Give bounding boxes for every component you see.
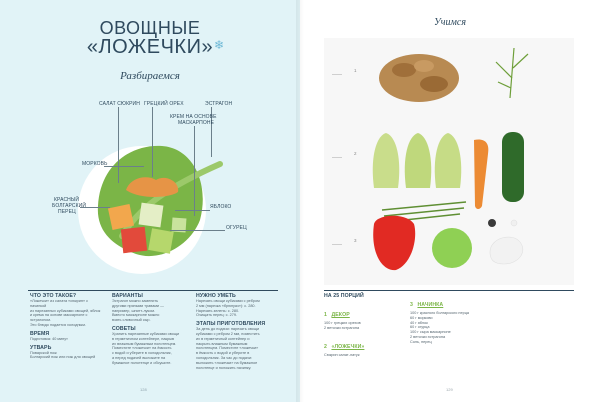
decor-heading: ДЕКОР — [331, 312, 350, 318]
dish-illustration — [70, 86, 250, 282]
label-apple: ЯБЛОКО — [210, 204, 232, 210]
steps-heading: ЭТАПЫ ПРИГОТОВЛЕНИЯ — [196, 321, 266, 328]
time-heading: ВРЕМЯ — [30, 330, 50, 337]
page-number-left: 128 — [140, 387, 147, 392]
right-page-title: Учимся — [434, 17, 466, 28]
section-subtitle: Разбираемся — [120, 70, 180, 82]
red-pepper — [373, 216, 415, 270]
servings-column — [324, 293, 404, 357]
skills-heading: НУЖНО УМЕТЬ — [196, 293, 236, 299]
walnuts — [379, 54, 459, 102]
recipe-title-line-2: «ЛОЖЕЧКИ» — [86, 36, 214, 58]
what-is-it-heading: ЧТО ЭТО ТАКОЕ? — [30, 293, 77, 299]
mascarpone-cube — [139, 203, 164, 228]
apple — [432, 228, 472, 268]
filling-column — [410, 293, 510, 345]
label-cream-1: КРЕМ НА ОСНОВЕ — [170, 114, 217, 120]
label-pepper-3: ПЕРЕЦ — [58, 209, 76, 215]
cucumber — [502, 132, 524, 202]
info-column-2 — [112, 293, 188, 366]
what-is-it-text: «Ложечки» из салата «сюкрин» с начинкой из нарезанных кубиками овощей, яблок и крема на основе маскарпоне с эстрагоном. Это блюдо подается холодным. — [30, 299, 101, 327]
label-lettuce: САЛАТ СЮКРИН — [99, 101, 140, 107]
spoons-text: Сюкрин салат-латук — [324, 352, 360, 357]
book-spine-shadow — [296, 0, 304, 402]
skills-text: Нарезать овощи кубиками с ребром 2 мм (нарезка «брюнуаз»): с. 280. Нарезать зелень: с. 280. Очищать перец: с. 279. — [196, 299, 260, 318]
peppercorns — [488, 219, 496, 227]
mascarpone — [490, 237, 523, 264]
apple-cube — [148, 228, 173, 253]
decor-number: 1 — [324, 312, 327, 318]
utensils-text: Поварской нож Болгарский нож или нож для овощей — [30, 350, 96, 360]
info-column-1 — [30, 293, 104, 360]
divider — [28, 290, 278, 291]
filling-number: 3 — [410, 302, 413, 308]
spoons-section — [324, 335, 404, 358]
label-pepper-2: БОЛГАРСКИЙ — [52, 203, 87, 209]
row-number-2: 2 — [354, 151, 357, 156]
time-text: Подготовка: 40 минут — [30, 336, 68, 341]
label-tarragon: ЭСТРАГОН — [205, 101, 233, 107]
filling-heading: НАЧИНКА — [417, 302, 444, 308]
spoons-number: 2 — [324, 343, 327, 350]
carrot-cube — [108, 204, 134, 230]
tips-heading: СОВЕТЫ — [112, 325, 136, 332]
utensils-heading: УТВАРЬ — [30, 344, 52, 351]
recipe-title-line-1: ОВОЩНЫЕ — [99, 18, 201, 38]
page-number-right: 129 — [446, 387, 453, 392]
row-number-1: 1 — [354, 68, 357, 73]
carrot — [474, 140, 488, 209]
label-cream-2: МАСКАРПОНЕ — [178, 120, 215, 126]
label-walnut: ГРЕЦКИЙ ОРЕХ — [144, 101, 184, 107]
decor-section — [324, 303, 404, 331]
salt — [511, 220, 517, 226]
label-pepper-1: КРАСНЫЙ — [54, 197, 80, 203]
pepper-cube — [121, 227, 147, 253]
ingredients-photo — [324, 38, 574, 285]
ingredients-illustration — [324, 38, 574, 285]
servings-heading: НА 25 ПОРЦИЙ — [324, 293, 364, 299]
filling-text: 100 г красного болгарского перца 60 г моркови 40 г яблок 60 г огурца 100 г сыра маскарпоне 2 веточки эстрагона Соль, перец — [410, 311, 469, 344]
label-carrot: МОРКОВЬ — [82, 161, 108, 167]
tarragon-top — [496, 48, 528, 98]
steps-text: За день до подачи: нарезать овощи кубиками с ребром 2 мм, поместить их в герметичный контейнер и накрыть влажным бумажным полотенцем. Поместите «ложечки» в ёмкость с водой и уберите в холодильник. За час до подачи: выложить «ложечки» на бумажное полотенце и положить начинку. — [196, 327, 260, 370]
snowflake-icon: ❄ — [214, 38, 225, 52]
decor-text: 100 г грецких орехов 2 веточки эстрагона — [324, 321, 361, 330]
spoons-heading: «ЛОЖЕЧКИ» — [331, 343, 365, 350]
variants-heading: ВАРИАНТЫ — [112, 293, 143, 299]
right-divider — [324, 290, 574, 291]
tips-text: Хранить нарезанные кубиками овощи в герметичном контейнере, накрыв их влажным бумажным полотенцем. Поместите «ложечки» на ёмкость с водой и уберите в холодильник, а перед подачей выложите на бумажное полотенце и обсушите. — [112, 331, 180, 365]
row-number-3: 3 — [354, 238, 357, 243]
variants-text: Эстрагон можно заменить другими пряными травами — например, шнитт-луком. Вместо маскарпоне можно взять сливочный сыр. — [112, 299, 164, 323]
label-cucumber: ОГУРЕЦ — [226, 225, 247, 231]
lettuce-heads — [373, 133, 462, 188]
info-column-3 — [196, 293, 280, 370]
